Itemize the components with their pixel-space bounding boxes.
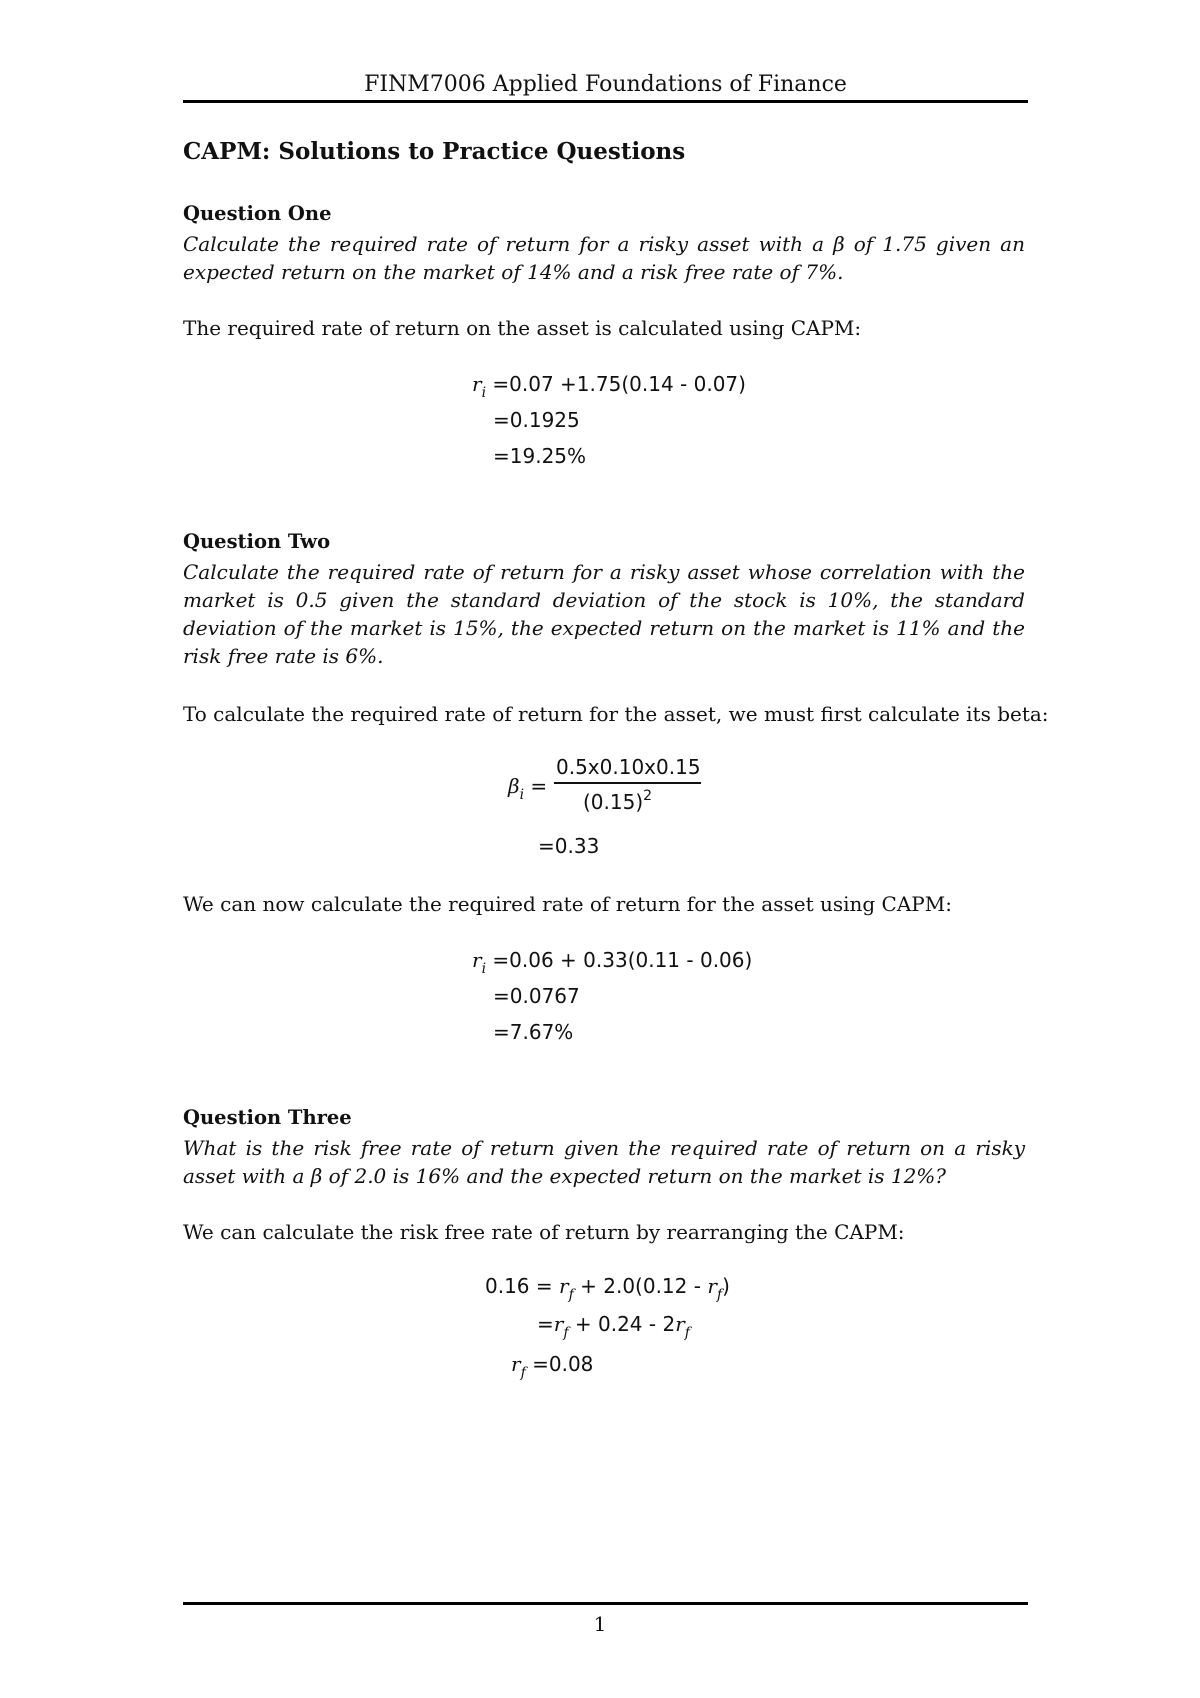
question-two-intro-2: We can now calculate the required rate of return for the asset using CAPM: <box>183 892 952 916</box>
q3-line-1-middle: + 2.0(0.12 - <box>573 1274 708 1298</box>
rf-subscript: f <box>716 1287 723 1303</box>
question-one-prompt: Calculate the required rate of return for a risky asset with a β of 1.75 given an expected return on the market of 14% and a risk free rate of 7%. <box>183 232 1025 284</box>
q3-line-1-start: 0.16 = <box>485 1274 553 1298</box>
rf-symbol: r <box>707 1274 717 1298</box>
q3-line-2-middle: + 0.24 - 2 <box>568 1312 676 1336</box>
rf-subscript: f <box>568 1287 574 1303</box>
denominator-exponent: 2 <box>643 788 653 804</box>
question-two-heading: Question Two <box>183 530 331 553</box>
question-three-prompt: What is the risk free rate of return given the required rate of return on a risky asset with a β of 2.0 is 16% and the expected return on the market is 12%? <box>183 1136 1025 1188</box>
page-number: 1 <box>593 1612 607 1636</box>
question-two-intro: To calculate the required rate of return for the asset, we must first calculate its beta: <box>183 702 1049 726</box>
q3-line-3-rhs: =0.08 <box>532 1352 594 1376</box>
beta-subscript: i <box>519 787 525 803</box>
q2-fraction-denominator <box>583 790 652 814</box>
rf-symbol: r <box>675 1312 685 1336</box>
question-three-intro: We can calculate the risk free rate of return by rearranging the CAPM: <box>183 1220 905 1244</box>
q3-equation-line-3 <box>511 1352 594 1381</box>
q1-equation-line-1 <box>472 372 746 401</box>
q3-equation-line-2 <box>537 1312 690 1341</box>
beta-symbol: β <box>508 774 520 798</box>
q2-line-1-rhs: =0.06 + 0.33(0.11 - 0.06) <box>492 948 753 972</box>
footer-rule <box>183 1602 1028 1605</box>
rf-symbol: r <box>511 1352 521 1376</box>
question-one-heading: Question One <box>183 202 332 225</box>
q2-beta-result: =0.33 <box>538 834 600 858</box>
q1-equation-line-3: =19.25% <box>493 444 587 468</box>
q2-equation-line-2: =0.0767 <box>493 984 580 1008</box>
document-title: CAPM: Solutions to Practice Questions <box>183 138 686 165</box>
q2-equation-line-3: =7.67% <box>493 1020 574 1044</box>
beta-equals: = <box>530 774 548 798</box>
rf-subscript: f <box>520 1365 526 1381</box>
question-one-intro: The required rate of return on the asset is calculated using CAPM: <box>183 316 862 340</box>
q3-line-1-end: ) <box>722 1274 730 1298</box>
q1-equation-line-2: =0.1925 <box>493 408 580 432</box>
q2-fraction-bar <box>554 782 701 784</box>
q3-line-2-equals: = <box>537 1312 554 1336</box>
q3-equation-line-1 <box>485 1274 730 1303</box>
rf-symbol: r <box>553 1312 564 1336</box>
q2-beta-lhs <box>508 774 548 803</box>
q1-lhs-subscript: i <box>481 385 487 401</box>
q2-equation-line-1 <box>472 948 753 977</box>
rf-subscript: f <box>684 1325 690 1341</box>
q2-lhs-subscript: i <box>481 961 487 977</box>
rf-symbol: r <box>559 1274 569 1298</box>
q2-lhs-symbol: r <box>472 948 482 972</box>
running-header: FINM7006 Applied Foundations of Finance <box>364 72 847 97</box>
q2-fraction-numerator: 0.5x0.10x0.15 <box>556 755 701 779</box>
question-three-heading: Question Three <box>183 1106 352 1129</box>
q1-line-1-rhs: =0.07 +1.75(0.14 - 0.07) <box>492 372 746 396</box>
header-rule <box>183 100 1028 103</box>
rf-subscript: f <box>563 1325 569 1341</box>
denominator-base: (0.15) <box>583 790 644 814</box>
q1-lhs-symbol: r <box>472 372 482 396</box>
question-two-prompt: Calculate the required rate of return for a risky asset whose correlation with the market is 0.5 given the standard deviation of the stock is 10%, the standard deviation of the market is 15%, the expected return on the market is 11% and the risk free rate is 6%. <box>183 560 1025 668</box>
